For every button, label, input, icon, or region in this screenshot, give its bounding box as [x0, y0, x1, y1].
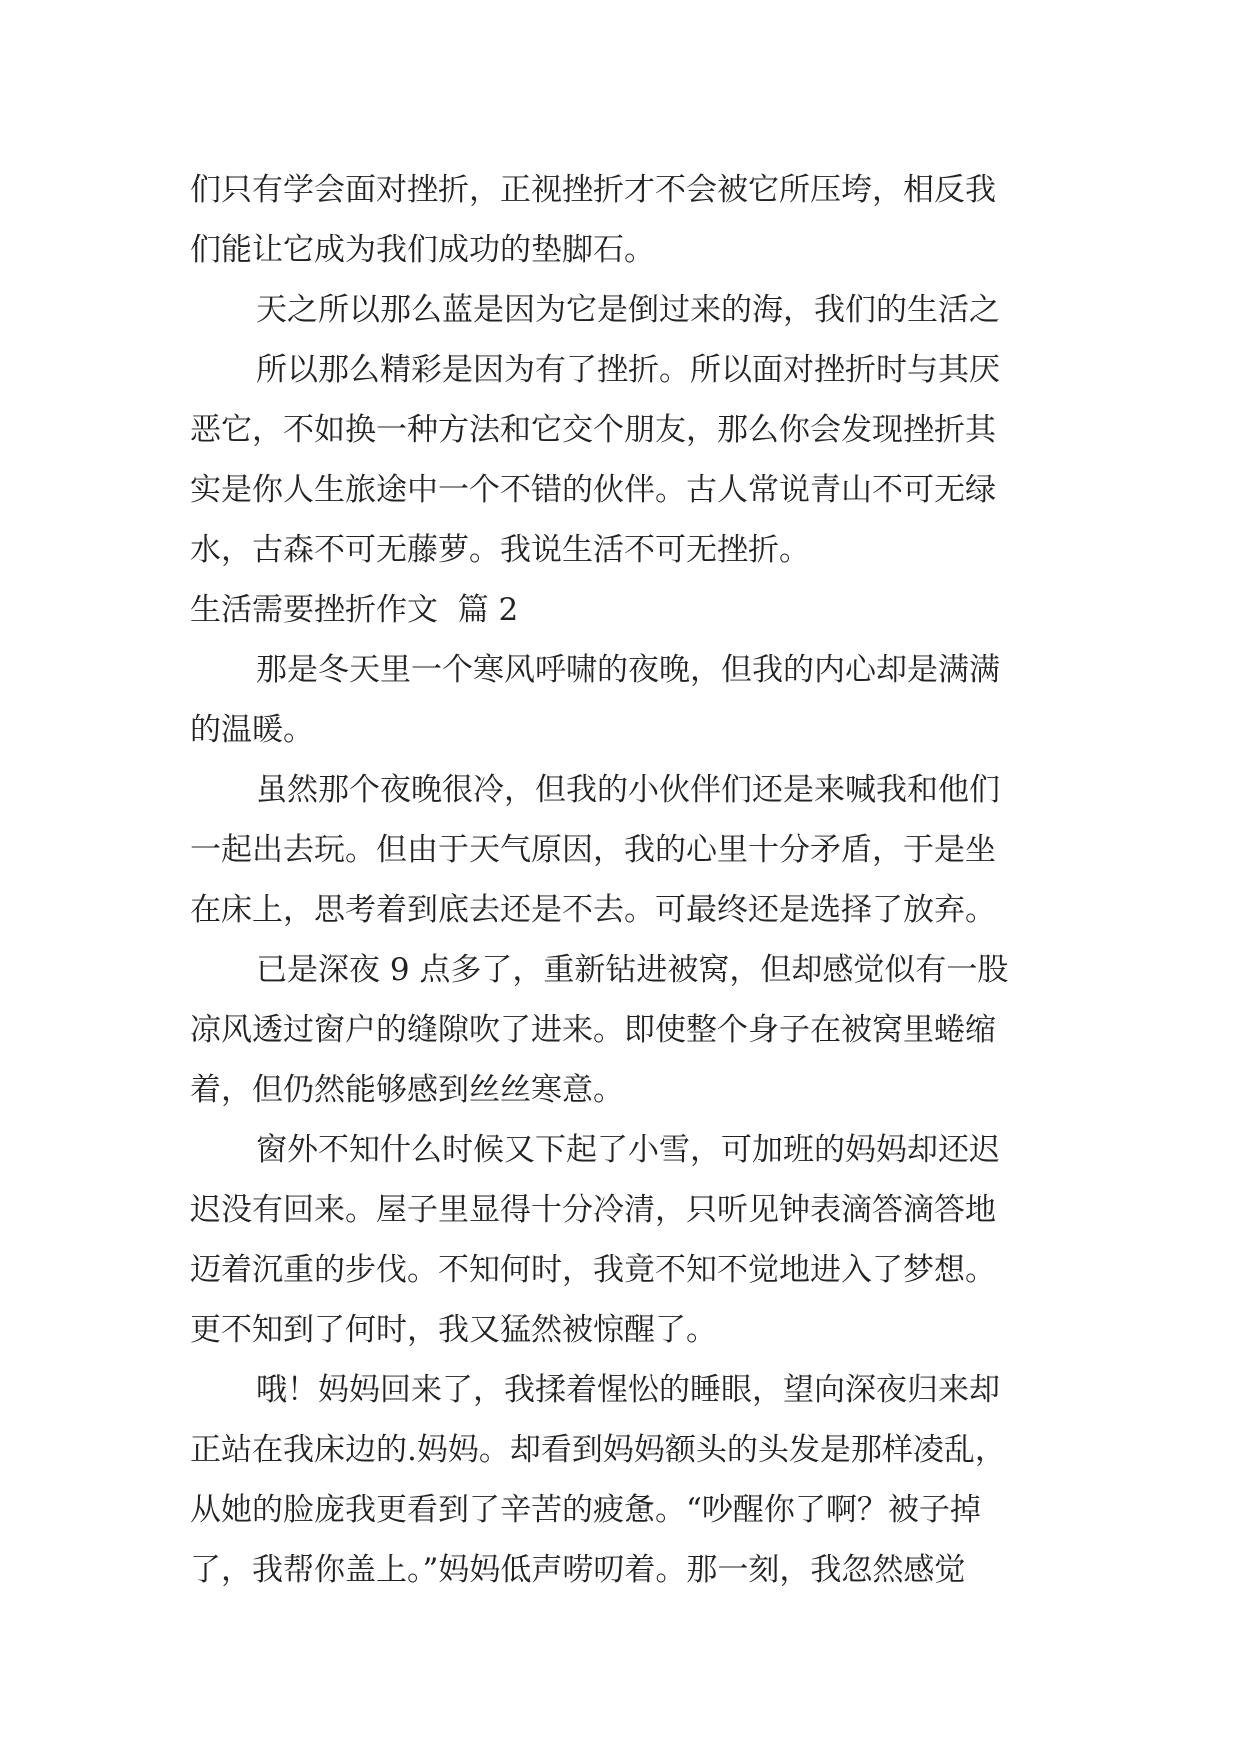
text-line: 窗外不知什么时候又下起了小雪，可加班的妈妈却还迟	[256, 1132, 1000, 1168]
text-line: 那是冬天里一个寒风呼啸的夜晚，但我的内心却是满满	[256, 652, 1000, 688]
text-line: 在床上，思考着到底去还是不去。可最终还是选择了放弃。	[190, 892, 996, 928]
text-line: 水，古森不可无藤萝。我说生活不可无挫折。	[190, 532, 810, 568]
text-line: 天之所以那么蓝是因为它是倒过来的海，我们的生活之	[256, 292, 1000, 328]
text-line: 所以那么精彩是因为有了挫折。所以面对挫折时与其厌	[256, 352, 1000, 388]
text-line: 们只有学会面对挫折，正视挫折才不会被它所压垮，相反我	[190, 172, 996, 208]
text-line: 实是你人生旅途中一个不错的伙伴。古人常说青山不可无绿	[190, 472, 996, 508]
text-line: 正站在我床边的.妈妈。却看到妈妈额头的头发是那样凌乱，	[190, 1432, 1006, 1468]
text-line: 更不知到了何时，我又猛然被惊醒了。	[190, 1312, 717, 1348]
document-body	[190, 160, 1070, 1600]
section-heading: 生活需要挫折作文 篇 2	[190, 592, 519, 628]
text-line: 恶它，不如换一种方法和它交个朋友，那么你会发现挫折其	[190, 412, 996, 448]
text-line: 迟没有回来。屋子里显得十分冷清，只听见钟表滴答滴答地	[190, 1192, 996, 1228]
text-line: 们能让它成为我们成功的垫脚石。	[190, 232, 655, 268]
text-line: 的温暖。	[190, 712, 314, 748]
text-line: 虽然那个夜晚很冷，但我的小伙伴们还是来喊我和他们	[256, 772, 1000, 808]
text-line: 从她的脸庞我更看到了辛苦的疲惫。“吵醒你了啊？被子掉	[190, 1492, 981, 1528]
text-line: 着，但仍然能够感到丝丝寒意。	[190, 1072, 624, 1108]
text-line: 凉风透过窗户的缝隙吹了进来。即使整个身子在被窝里蜷缩	[190, 1012, 996, 1048]
text-line: 迈着沉重的步伐。不知何时，我竟不知不觉地进入了梦想。	[190, 1252, 996, 1288]
text-line: 了，我帮你盖上。”妈妈低声唠叨着。那一刻，我忽然感觉	[190, 1552, 966, 1588]
text-line: 已是深夜 9 点多了，重新钻进被窝，但却感觉似有一股	[256, 952, 1009, 988]
text-line: 哦！妈妈回来了，我揉着惺忪的睡眼，望向深夜归来却	[256, 1372, 1000, 1408]
text-line: 一起出去玩。但由于天气原因，我的心里十分矛盾，于是坐	[190, 832, 996, 868]
